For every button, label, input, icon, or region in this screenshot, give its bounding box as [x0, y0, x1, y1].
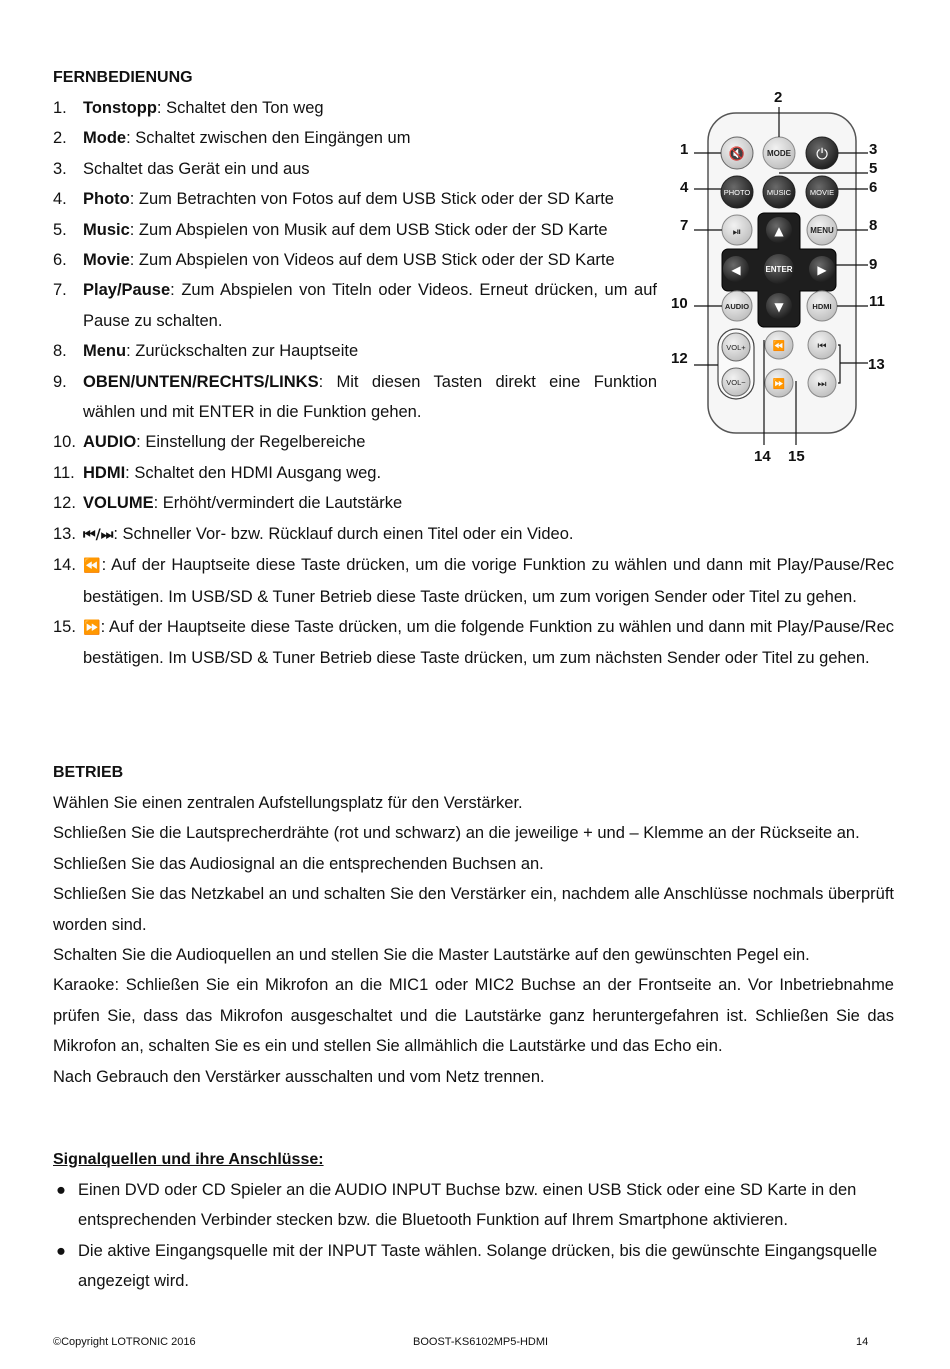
section-heading-betrieb: BETRIEB — [53, 764, 124, 781]
list-item: 12. VOLUME: Erhöht/vermindert die Lautstärke — [53, 494, 403, 513]
list-item: 14. ⏪: Auf der Hauptseite diese Taste drücken, um die vorige Funktion zu wählen und dann mit Play/Pause/Rec bestätigen. Im USB/SD & Tuner Betrieb diese Taste drücken, um zum vorigen Sender oder Titel zu gehen. — [53, 556, 895, 606]
callout-11: 11 — [869, 293, 885, 310]
callout-15: 15 — [788, 448, 805, 465]
mode-label: MODE — [767, 149, 791, 158]
list-item: 1. Tonstopp: Schaltet den Ton weg — [53, 99, 324, 117]
music-label: MUSIC — [766, 188, 792, 197]
paragraph: Schließen Sie die Lautsprecherdrähte (rot und schwarz) an die jeweilige + und – Klemme an der Rückseite an. — [53, 824, 860, 843]
list-item: ● Einen DVD oder CD Spieler an die AUDIO INPUT Buchse bzw. einen USB Stick oder eine SD Karte in den entsprechenden Verbinder stecken bzw. die Bluetooth Funktion auf Ihrem Smartphone aktivieren. — [53, 1175, 894, 1236]
bullet-icon: ● — [56, 1181, 66, 1199]
footer-copyright: ©Copyright LOTRONIC 2016 — [53, 1336, 196, 1348]
enter-label: ENTER — [765, 265, 793, 274]
callout-4: 4 — [680, 179, 689, 196]
list-item: 3. Schaltet das Gerät ein und aus — [53, 159, 310, 178]
volume-up-label: VOL+ — [726, 343, 746, 352]
list-item: 15. ⏩: Auf der Hauptseite diese Taste drücken, um die folgende Funktion zu wählen und dann mit Play/Pause/Rec bestätigen. Im USB/SD & Tuner Betrieb diese Taste drücken, um zum nächsten Sender oder Titel zu gehen. — [53, 617, 894, 668]
signal-sources-section — [53, 1145, 894, 1297]
rewind-icon: ⏪ — [772, 341, 786, 352]
callout-10: 10 — [671, 295, 688, 312]
photo-label: PHOTO — [723, 188, 751, 197]
svg-text:🔇: 🔇 — [728, 147, 746, 162]
skip-forward-icon: ⏭ — [817, 379, 827, 390]
section-heading-fernbedienung: FERNBEDIENUNG — [53, 69, 193, 86]
paragraph: Schließen Sie das Audiosignal an die entsprechenden Buchsen an. — [53, 854, 544, 873]
right-arrow-icon: ▶ — [817, 263, 827, 277]
footer-model: BOOST-KS6102MP5-HDMI — [413, 1336, 549, 1348]
section-heading-signalquellen: Signalquellen und ihre Anschlüsse: — [53, 1151, 324, 1168]
callout-5: 5 — [869, 160, 878, 177]
power-icon: ⏻ — [816, 145, 828, 163]
volume-down-label: VOL− — [726, 378, 746, 387]
remote-control-illustration — [668, 85, 898, 470]
callout-14: 14 — [754, 448, 771, 465]
paragraph: Wählen Sie einen zentralen Aufstellungsplatz für den Verstärker. — [53, 794, 523, 812]
rewind-icon: ⏪ — [83, 558, 102, 575]
fast-forward-icon: ⏩ — [83, 619, 101, 636]
list-item: 5. Music: Zum Abspielen von Musik auf dem USB Stick oder der SD Karte — [53, 220, 608, 239]
callout-2: 2 — [774, 89, 783, 106]
bullet-icon: ● — [56, 1241, 66, 1260]
list-item: 13. ⏮/⏭: Schneller Vor- bzw. Rücklauf durch einen Titel oder ein Video. — [53, 524, 574, 543]
callout-12: 12 — [671, 350, 688, 367]
skip-back-icon: ⏮ — [817, 341, 827, 352]
list-item: 8. Menu: Zurückschalten zur Hauptseite — [53, 342, 359, 361]
signal-bullet-list — [53, 1175, 894, 1297]
paragraph: Schließen Sie das Netzkabel an und schalten Sie den Verstärker ein, nachdem alle Anschlüsse nochmals überprüft worden sind. — [53, 885, 894, 934]
list-item: 11. HDMI: Schaltet den HDMI Ausgang weg. — [53, 463, 382, 482]
list-item: ● Die aktive Eingangsquelle mit der INPUT Taste wählen. Solange drücken, bis die gewünschte Eingangsquelle angezeigt wird. — [53, 1236, 894, 1297]
menu-label: MENU — [810, 226, 834, 235]
callout-7: 7 — [680, 217, 689, 234]
callout-13: 13 — [868, 356, 885, 373]
paragraph: Nach Gebrauch den Verstärker ausschalten und vom Netz trennen. — [53, 1067, 545, 1086]
list-item: 4. Photo: Zum Betrachten von Fotos auf dem USB Stick oder der SD Karte — [53, 190, 614, 209]
callout-3: 3 — [869, 141, 878, 158]
play-pause-icon: ⏯ — [732, 225, 742, 238]
fast-forward-icon: ⏩ — [772, 379, 786, 390]
list-item: 6. Movie: Zum Abspielen von Videos auf dem USB Stick oder der SD Karte — [53, 251, 615, 270]
list-item: 10. AUDIO: Einstellung der Regelbereiche — [53, 433, 366, 452]
footer-page-number: 14 — [856, 1336, 869, 1348]
betrieb-section — [53, 758, 894, 1092]
paragraph: Karaoke: Schließen Sie ein Mikrofon an die MIC1 oder MIC2 Buchse an der Frontseite an. Vor Inbetriebnahme prüfen Sie, dass das Mikrofon ausgeschaltet und die Lautstärke ganz heruntergefahren ist. Schließen Sie das Mikrofon an, schalten Sie es ein und stellen Sie allmählich die Lautstärke und das Echo ein. — [53, 976, 894, 1056]
skip-icons: ⏮/⏭ — [83, 526, 114, 543]
paragraph: Schalten Sie die Audioquellen an und stellen Sie die Master Lautstärke auf den gewünschten Pegel ein. — [53, 946, 810, 965]
callout-6: 6 — [869, 179, 878, 196]
callout-1: 1 — [680, 141, 689, 158]
left-arrow-icon: ◀ — [731, 263, 741, 277]
list-item: 9. OBEN/UNTEN/RECHTS/LINKS: Mit diesen Tasten direkt eine Funktion wählen und mit ENTER in die Funktion gehen. — [53, 372, 657, 422]
callout-9: 9 — [869, 256, 878, 273]
down-arrow-icon: ▼ — [774, 300, 784, 314]
movie-label: MOVIE — [809, 188, 835, 197]
callout-8: 8 — [869, 217, 878, 234]
list-item: 2. Mode: Schaltet zwischen den Eingängen um — [53, 129, 411, 148]
hdmi-label: HDMI — [812, 302, 832, 311]
audio-label: AUDIO — [724, 302, 750, 311]
list-item: 7. Play/Pause: Zum Abspielen von Titeln oder Videos. Erneut drücken, um auf Pause zu schalten. — [53, 281, 657, 330]
up-arrow-icon: ▲ — [774, 224, 784, 238]
